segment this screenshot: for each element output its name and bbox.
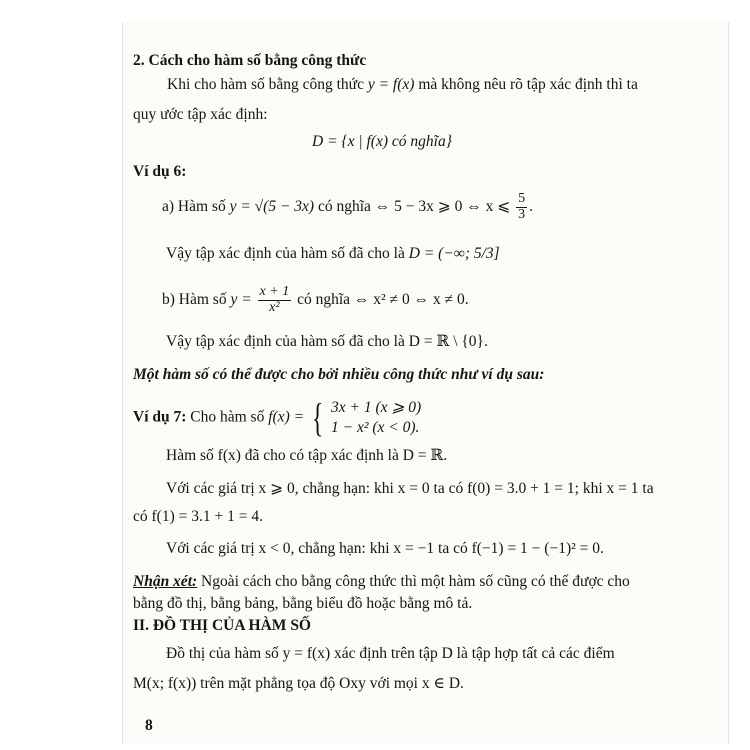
example-6a-condition: có nghĩa ⇔ 5 − 3x ⩾ 0 ⇔ x ⩽ <box>317 197 511 215</box>
multi-formula-note: Một hàm số có thể được cho bởi nhiều công thức như ví dụ sau: <box>133 366 545 383</box>
cases-brace: { <box>311 395 324 441</box>
example-7-text: Cho hàm số <box>190 408 265 426</box>
example-7-fx: f(x) = <box>268 408 305 426</box>
example-6b-conclusion: Vậy tập xác định của hàm số đã cho là D = ℝ \ {0}. <box>166 333 488 350</box>
fraction-denominator: x² <box>269 299 280 315</box>
fraction-numerator: 5 <box>518 191 526 206</box>
example-6a-function: y = √(5 − 3x) <box>229 197 315 215</box>
example-7-line <box>133 395 422 441</box>
piecewise-cases <box>331 398 421 438</box>
example-6-title: Ví dụ 6: <box>133 163 187 180</box>
remark-text-1: Ngoài cách cho bằng công thức thì một hàm số cũng có thể được cho <box>201 573 630 590</box>
paragraph-1-text-b: mà không nêu rõ tập xác định thì ta <box>418 76 638 93</box>
example-7-negative-values: Với các giá trị x < 0, chẳng hạn: khi x = −1 ta có f(−1) = 1 − (−1)² = 0. <box>166 540 604 557</box>
example-6a-line <box>162 192 533 222</box>
fraction-numerator: x + 1 <box>259 284 290 299</box>
example-7-positive-values-cont: có f(1) = 3.1 + 1 = 4. <box>133 508 263 525</box>
example-6b-line: b) Hàm số y = $\frac{x + 1}{\text{x²}}$ có nghĩa ⇔ x² ≠ 0 ⇔ x ≠ 0. <box>162 284 469 315</box>
example-7-domain: Hàm số f(x) đã cho có tập xác định là D = ℝ. <box>166 447 448 464</box>
example-6b-label: b) Hàm số <box>162 290 227 308</box>
paragraph-1-formula: y = f(x) <box>367 76 415 93</box>
section-ii-title: II. ĐỒ THỊ CỦA HÀM SỐ <box>133 617 311 634</box>
example-6a-end: . <box>529 197 534 215</box>
example-6b-condition: có nghĩa ⇔ x² ≠ 0 ⇔ x ≠ 0. <box>297 290 469 308</box>
paragraph-1-line-1 <box>167 76 638 94</box>
remark-label: Nhận xét: <box>133 573 198 590</box>
graph-definition-line-1: Đồ thị của hàm số y = f(x) xác định trên tập D là tập hợp tất cả các điểm <box>166 645 615 662</box>
example-6a-domain: D = (−∞; 5/3] <box>408 245 500 262</box>
paragraph-1-text-a: Khi cho hàm số bằng công thức <box>167 76 364 93</box>
fraction-denominator: 3 <box>518 206 526 222</box>
case-2: 1 − x² (x < 0). <box>331 419 420 437</box>
section-2-title: 2. Cách cho hàm số bằng công thức <box>133 52 367 69</box>
remark-line-2: bằng đồ thị, bằng bảng, bằng biểu đồ hoặc bằng mô tả. <box>133 595 473 612</box>
case-1: 3x + 1 (x ⩾ 0) <box>331 399 422 416</box>
example-7-title: Ví dụ 7: <box>133 408 187 426</box>
example-6a-fraction <box>516 192 527 222</box>
paragraph-1-line-2: quy ước tập xác định: <box>133 106 268 123</box>
domain-definition: D = {x | f(x) có nghĩa} <box>312 133 452 150</box>
remark-line-1 <box>133 573 630 591</box>
example-6b-fraction <box>258 285 292 315</box>
example-6a-conclusion-text: Vậy tập xác định của hàm số đã cho là <box>166 245 405 262</box>
example-6a-conclusion <box>166 245 500 263</box>
page-number: 8 <box>145 717 153 734</box>
graph-definition-line-2: M(x; f(x)) trên mặt phẳng tọa độ Oxy với mọi x ∈ D. <box>133 675 464 692</box>
example-7-positive-values: Với các giá trị x ⩾ 0, chẳng hạn: khi x = 0 ta có f(0) = 3.0 + 1 = 1; khi x = 1 ta <box>166 480 654 497</box>
example-6a-label: a) Hàm số <box>162 197 226 215</box>
